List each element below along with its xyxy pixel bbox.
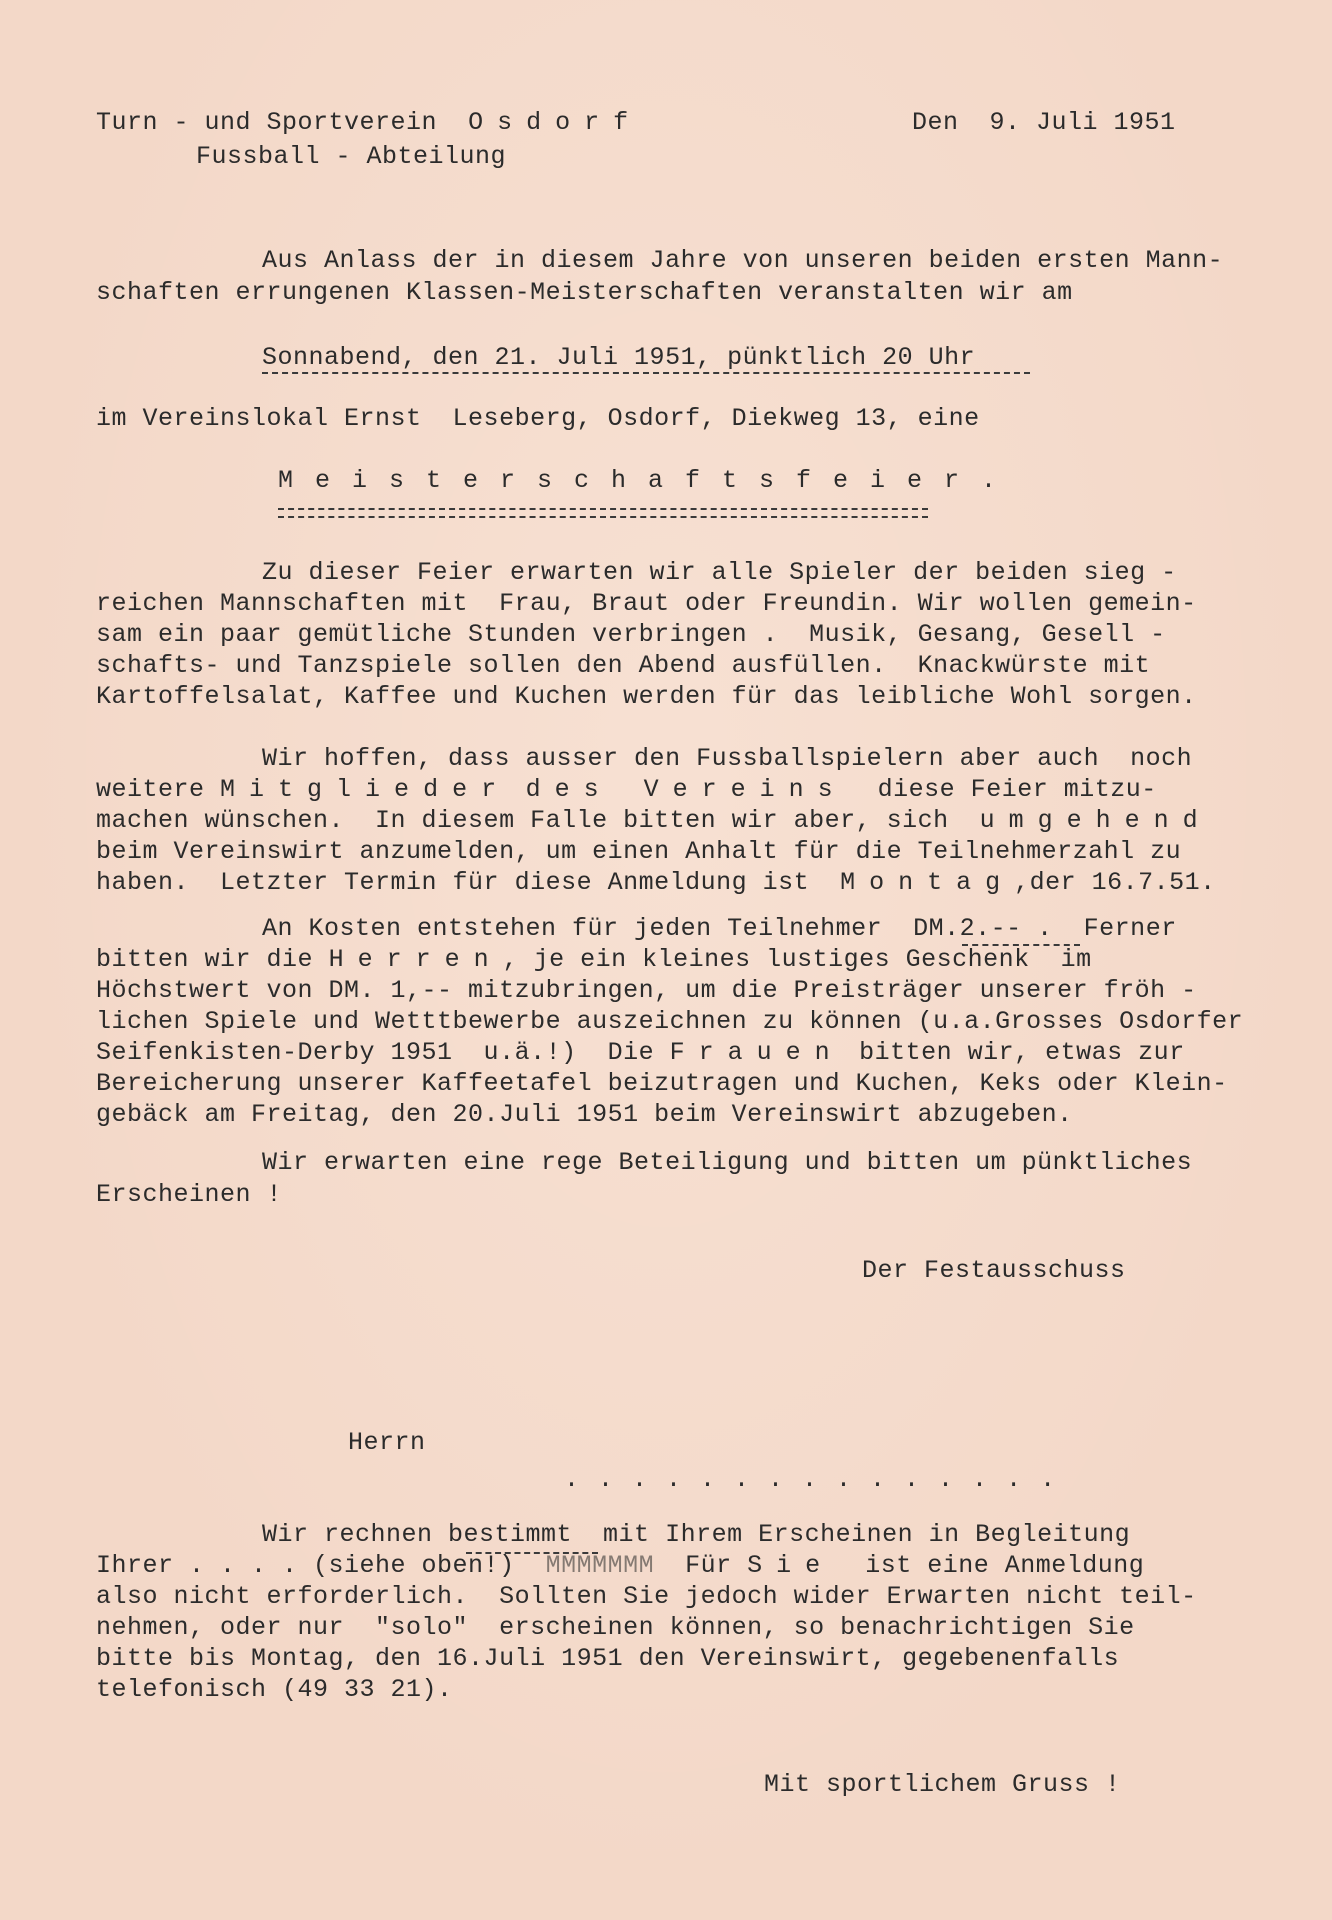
para3-line-4: lichen Spiele und Wetttbewerbe auszeichnen zu können (u.a.Grosses Osdorfer [96, 1007, 1244, 1036]
note-line-2 [96, 1551, 1144, 1581]
intro-line-1: Aus Anlass der in diesem Jahre von unseren beiden ersten Mann- [262, 246, 1224, 275]
para2-vereins: Vereins [643, 775, 847, 804]
note-strikeout: MMMMMMM [545, 1551, 655, 1580]
para2-line5-text: haben. Letzter Termin für diese Anmeldung ist [96, 868, 810, 897]
para2-montag: Montag [840, 868, 1015, 897]
event-title: Meisterschaftsfeier. [278, 466, 1019, 495]
para3-frauen: Frauen [669, 1038, 844, 1067]
note-sie: Sie [747, 1551, 835, 1580]
para2-line5-date: ,der 16.7.51. [1014, 868, 1216, 897]
para3-herren: Herren [328, 945, 503, 974]
closing-line-1: Wir erwarten eine rege Beteiligung und bitten um pünktliches [262, 1148, 1193, 1177]
note-line-4: nehmen, oder nur "solo" erscheinen können, so benachrichtigen Sie [96, 1613, 1135, 1642]
para1-line-2: reichen Mannschaften mit Frau, Braut oder Freundin. Wir wollen gemein- [96, 589, 1197, 618]
farewell: Mit sportlichem Gruss ! [764, 1770, 1121, 1799]
para3-line-5 [96, 1038, 1185, 1068]
title-double-underline [278, 508, 928, 518]
note-ihrer: Ihrer . . . . (siehe oben!) [96, 1551, 515, 1580]
para1-line-1: Zu dieser Feier erwarten wir alle Spieler der beiden sieg - [262, 558, 1177, 587]
event-date: Sonnabend, den 21. Juli 1951, pünktlich 20 Uhr [262, 343, 976, 372]
para3-line-3: Höchstwert von DM. 1,-- mitzubringen, um die Preisträger unserer fröh - [96, 976, 1197, 1005]
para3-line-7: gebäck am Freitag, den 20.Juli 1951 beim Vereinswirt abzugeben. [96, 1100, 1073, 1129]
para2-mitglieder: Mitglieder [220, 775, 511, 804]
club-label: Turn - und Sportverein [96, 108, 438, 137]
para3-line-2 [96, 945, 1092, 975]
para3-derby: Seifenkisten-Derby 1951 u.ä.!) Die [96, 1038, 655, 1067]
para2-des: des [525, 775, 613, 804]
closing-line-2: Erscheinen ! [96, 1180, 283, 1209]
department: Fussball - Abteilung [196, 142, 507, 171]
para3-amount: DM.2.-- [913, 914, 1022, 943]
club-name [96, 108, 642, 138]
para2-weitere: weitere [96, 775, 205, 804]
para3-bitten-wir: bitten wir, etwas zur [859, 1038, 1185, 1067]
para2-line-2 [96, 775, 1157, 805]
note-line-6: telefonisch (49 33 21). [96, 1675, 453, 1704]
para1-line-5: Kartoffelsalat, Kaffee und Kuchen werden für das leibliche Wohl sorgen. [96, 682, 1197, 711]
para3-line-1 [262, 914, 1177, 944]
note-anmeldung: ist eine Anmeldung [865, 1551, 1145, 1580]
note-fuer: Für [685, 1551, 732, 1580]
salutation: Herrn [348, 1428, 426, 1457]
event-date-underline [262, 372, 1030, 374]
para2-line3-text: machen wünschen. In diesem Falle bitten wir aber, sich [96, 806, 949, 835]
para3-kosten: An Kosten entstehen für jeden Teilnehmer [262, 914, 883, 943]
para2-umgehend: umgehend [979, 806, 1212, 835]
note-line-3: also nicht erforderlich. Sollten Sie jedoch wider Erwarten nicht teil- [96, 1582, 1197, 1611]
para3-line-6: Bereicherung unserer Kaffeetafel beizutragen und Kuchen, Keks oder Klein- [96, 1069, 1228, 1098]
address-dots: . . . . . . . . . . . . . . . [564, 1465, 1058, 1494]
para3-ferner: . Ferner [1037, 914, 1177, 943]
para2-line-3 [96, 806, 1212, 836]
para3-bitten: bitten wir die [96, 945, 314, 974]
intro-line-2: schaften errungenen Klassen-Meisterschaften veranstalten wir am [96, 278, 1073, 307]
note-line-1: Wir rechnen bestimmt mit Ihrem Erscheinen in Begleitung [262, 1520, 1131, 1549]
letter-date: Den 9. Juli 1951 [912, 108, 1176, 137]
signature: Der Festausschuss [862, 1256, 1126, 1285]
venue: im Vereinslokal Ernst Leseberg, Osdorf, Diekweg 13, eine [96, 404, 980, 433]
para2-line-5 [96, 868, 1216, 898]
note-line-5: bitte bis Montag, den 16.Juli 1951 den Vereinswirt, gegebenenfalls [96, 1644, 1120, 1673]
para2-rest: diese Feier mitzu- [877, 775, 1157, 804]
para3-geschenk: , je ein kleines lustiges Geschenk im [502, 945, 1092, 974]
para2-line-1: Wir hoffen, dass ausser den Fussballspielern aber auch noch [262, 744, 1193, 773]
para1-line-3: sam ein paar gemütliche Stunden verbringen . Musik, Gesang, Gesell - [96, 620, 1166, 649]
club-town: Osdorf [468, 108, 643, 137]
para2-line-4: beim Vereinswirt anzumelden, um einen Anhalt für die Teilnehmerzahl zu [96, 837, 1182, 866]
para1-line-4: schafts- und Tanzspiele sollen den Abend ausfüllen. Knackwürste mit [96, 651, 1151, 680]
